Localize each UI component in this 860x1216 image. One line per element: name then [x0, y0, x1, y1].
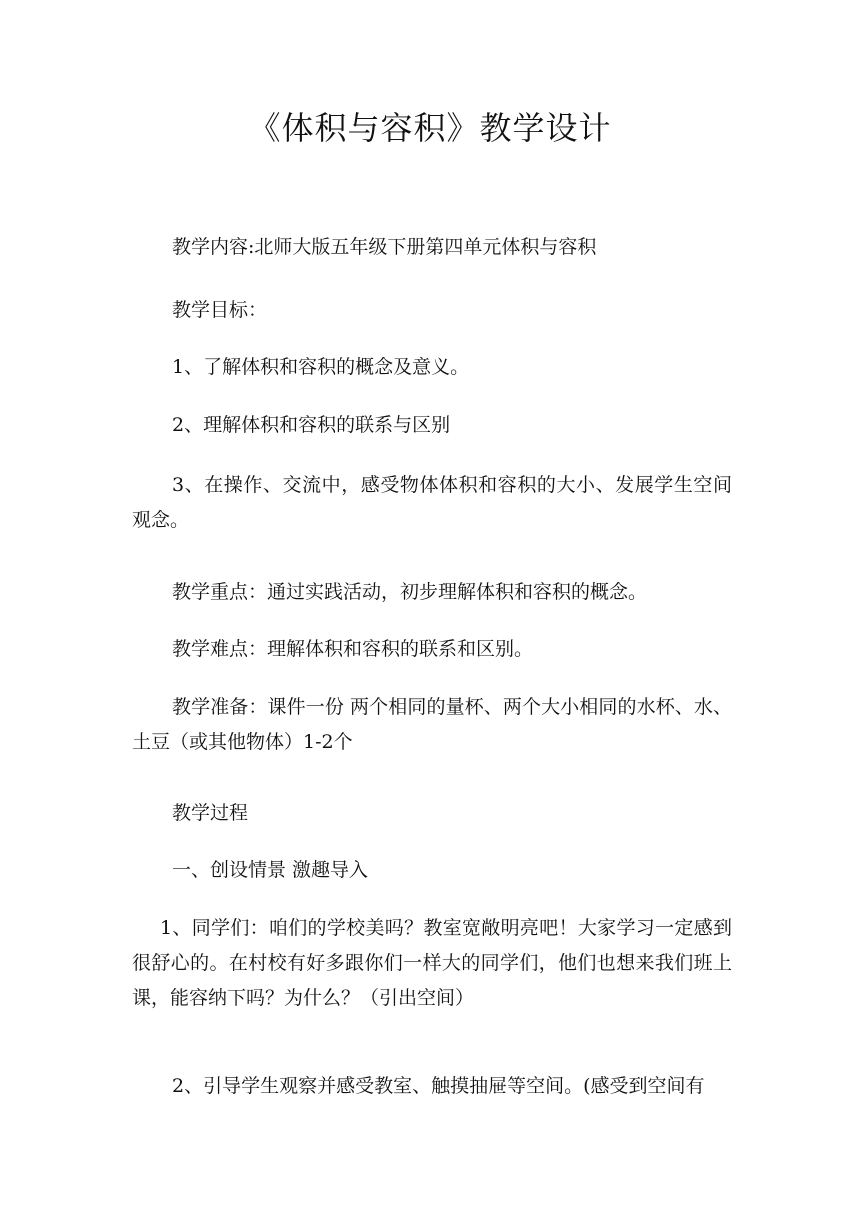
document-title: 《体积与容积》教学设计	[248, 109, 612, 147]
objective-3: 3、在操作、交流中，感受物体体积和容积的大小、发展学生空间观念。	[132, 474, 732, 531]
step-1: 1、同学们：咱们的学校美吗？教室宽敞明亮吧！大家学习一定感到很舒心的。在村校有好多跟你们一样大的同学们，他们也想来我们班上课，能容纳下吗？为什么？（引出空间）	[132, 917, 732, 1009]
objectives-heading: 教学目标：	[172, 299, 268, 321]
process-heading: 教学过程	[172, 802, 249, 824]
teaching-content: 教学内容:北师大版五年级下册第四单元体积与容积	[172, 236, 597, 258]
section-1-heading: 一、创设情景 激趣导入	[172, 859, 369, 881]
difficulty: 教学难点：理解体积和容积的联系和区别。	[172, 638, 534, 660]
objective-1: 1、了解体积和容积的概念及意义。	[172, 356, 470, 378]
preparation: 教学准备：课件一份 两个相同的量杯、两个大小相同的水杯、水、土豆（或其他物体）1-2个	[132, 696, 732, 753]
step-2: 2、引导学生观察并感受教室、触摸抽屉等空间。(感受到空间有	[172, 1075, 705, 1097]
key-point: 教学重点：通过实践活动，初步理解体积和容积的概念。	[172, 581, 648, 603]
objective-2: 2、理解体积和容积的联系与区别	[172, 414, 451, 436]
